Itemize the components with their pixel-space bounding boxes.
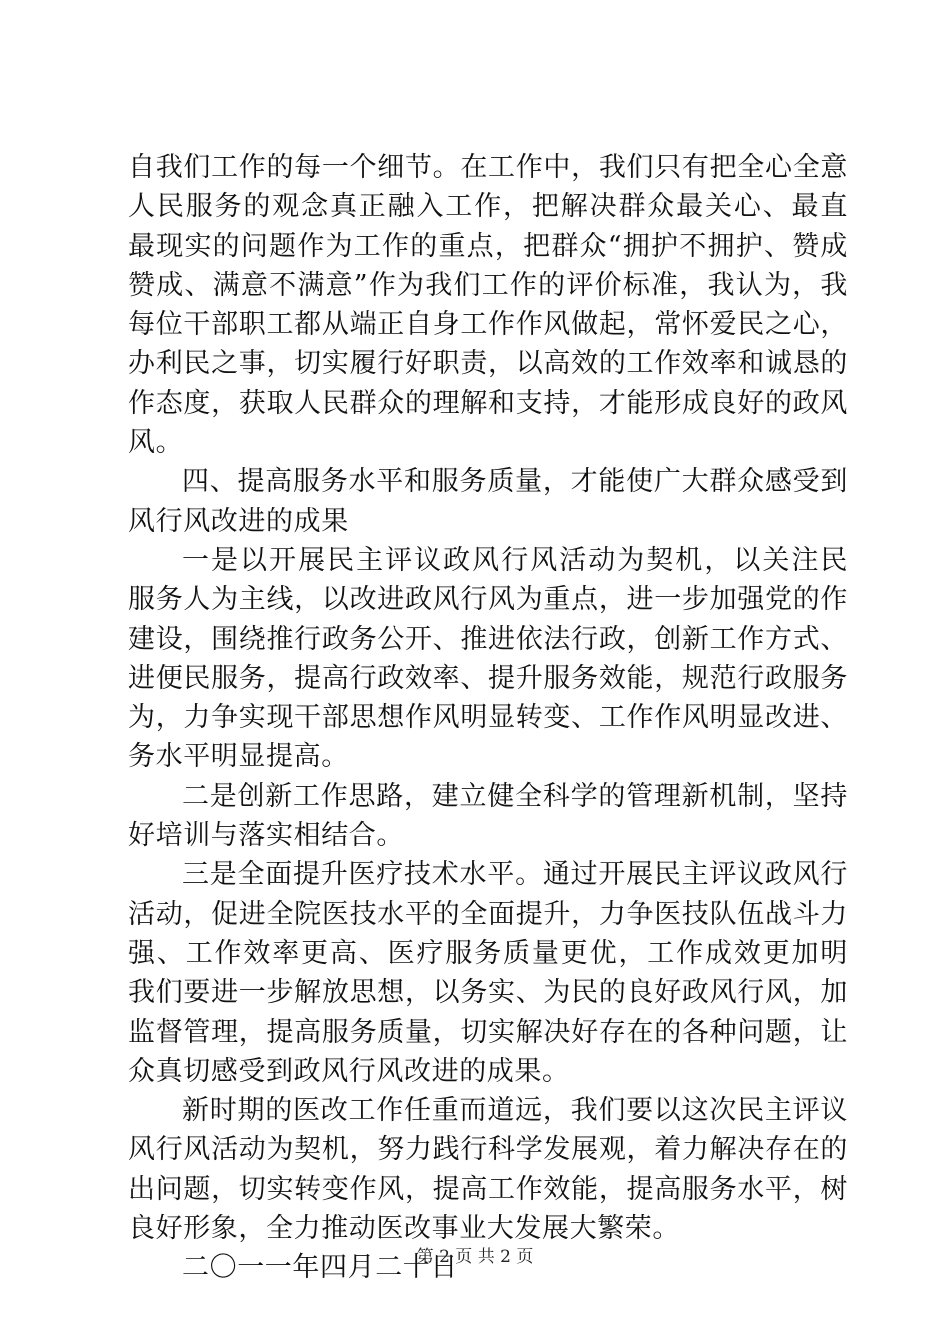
text-line: 务水平明显提高。 <box>128 741 349 773</box>
text-line: 良好形象，全力推动医改事业大发展大繁荣。 <box>128 1213 680 1245</box>
text-line: 自我们工作的每一个细节。在工作中，我们只有把全心全意 <box>128 152 848 183</box>
document-body <box>128 148 848 1288</box>
text-line: 每位干部职工都从端正自身工作作风做起，常怀爱民之心， <box>128 309 848 341</box>
text-line: 人民服务的观念真正融入工作，把解决群众最关心、最直 <box>128 191 848 223</box>
text-line: 风行风活动为契机，努力践行科学发展观，着力解决存在的 <box>128 1134 848 1166</box>
page-number-footer: 第 2 页 共 2 页 <box>416 1247 534 1267</box>
document-date: 二〇一一年四月二十日 <box>182 1252 458 1284</box>
text-line: 监督管理，提高服务质量，切实解决好存在的各种问题，让 <box>128 1016 848 1048</box>
text-line: 赞成、满意不满意”作为我们工作的评价标准，我认为，我 <box>128 269 848 301</box>
text-line: 进便民服务，提高行政效率、提升服务效能，规范行政服务 <box>128 662 848 694</box>
text-line: 服务人为主线，以改进政风行风为重点，进一步加强党的作 <box>128 584 848 616</box>
text-line: 建设，围绕推行政务公开、推进依法行政，创新工作方式、 <box>128 623 848 655</box>
text-line: 三是全面提升医疗技术水平。通过开展民主评议政风行 <box>182 859 848 891</box>
text-line: 我们要进一步解放思想，以务实、为民的良好政风行风，加 <box>128 977 848 1009</box>
text-line: 活动，促进全院医技水平的全面提升，力争医技队伍战斗力 <box>128 898 848 930</box>
text-line: 作态度，获取人民群众的理解和支持，才能形成良好的政风 <box>128 387 848 419</box>
text-line: 众真切感受到政风行风改进的成果。 <box>128 1055 570 1087</box>
text-line: 新时期的医改工作任重而道远，我们要以这次民主评议 <box>182 1095 848 1127</box>
text-line: 强、工作效率更高、医疗服务质量更优，工作成效更加明 <box>128 937 848 969</box>
text-line: 风。 <box>128 427 184 459</box>
section-heading-continued: 风行风改进的成果 <box>128 505 349 537</box>
text-line: 为，力争实现干部思想作风明显转变、工作作风明显改进、 <box>128 702 848 734</box>
text-line: 最现实的问题作为工作的重点，把群众“拥护不拥护、赞成 <box>128 230 848 262</box>
section-heading: 四、提高服务水平和服务质量，才能使广大群众感受到 <box>182 466 848 498</box>
text-line: 一是以开展民主评议政风行风活动为契机，以关注民 <box>182 544 848 576</box>
text-line: 办利民之事，切实履行好职责，以高效的工作效率和诚恳的 <box>128 348 848 380</box>
text-line: 二是创新工作思路，建立健全科学的管理新机制，坚持 <box>182 780 848 812</box>
text-line: 好培训与落实相结合。 <box>128 820 404 852</box>
text-line: 出问题，切实转变作风，提高工作效能，提高服务水平，树 <box>128 1173 848 1205</box>
